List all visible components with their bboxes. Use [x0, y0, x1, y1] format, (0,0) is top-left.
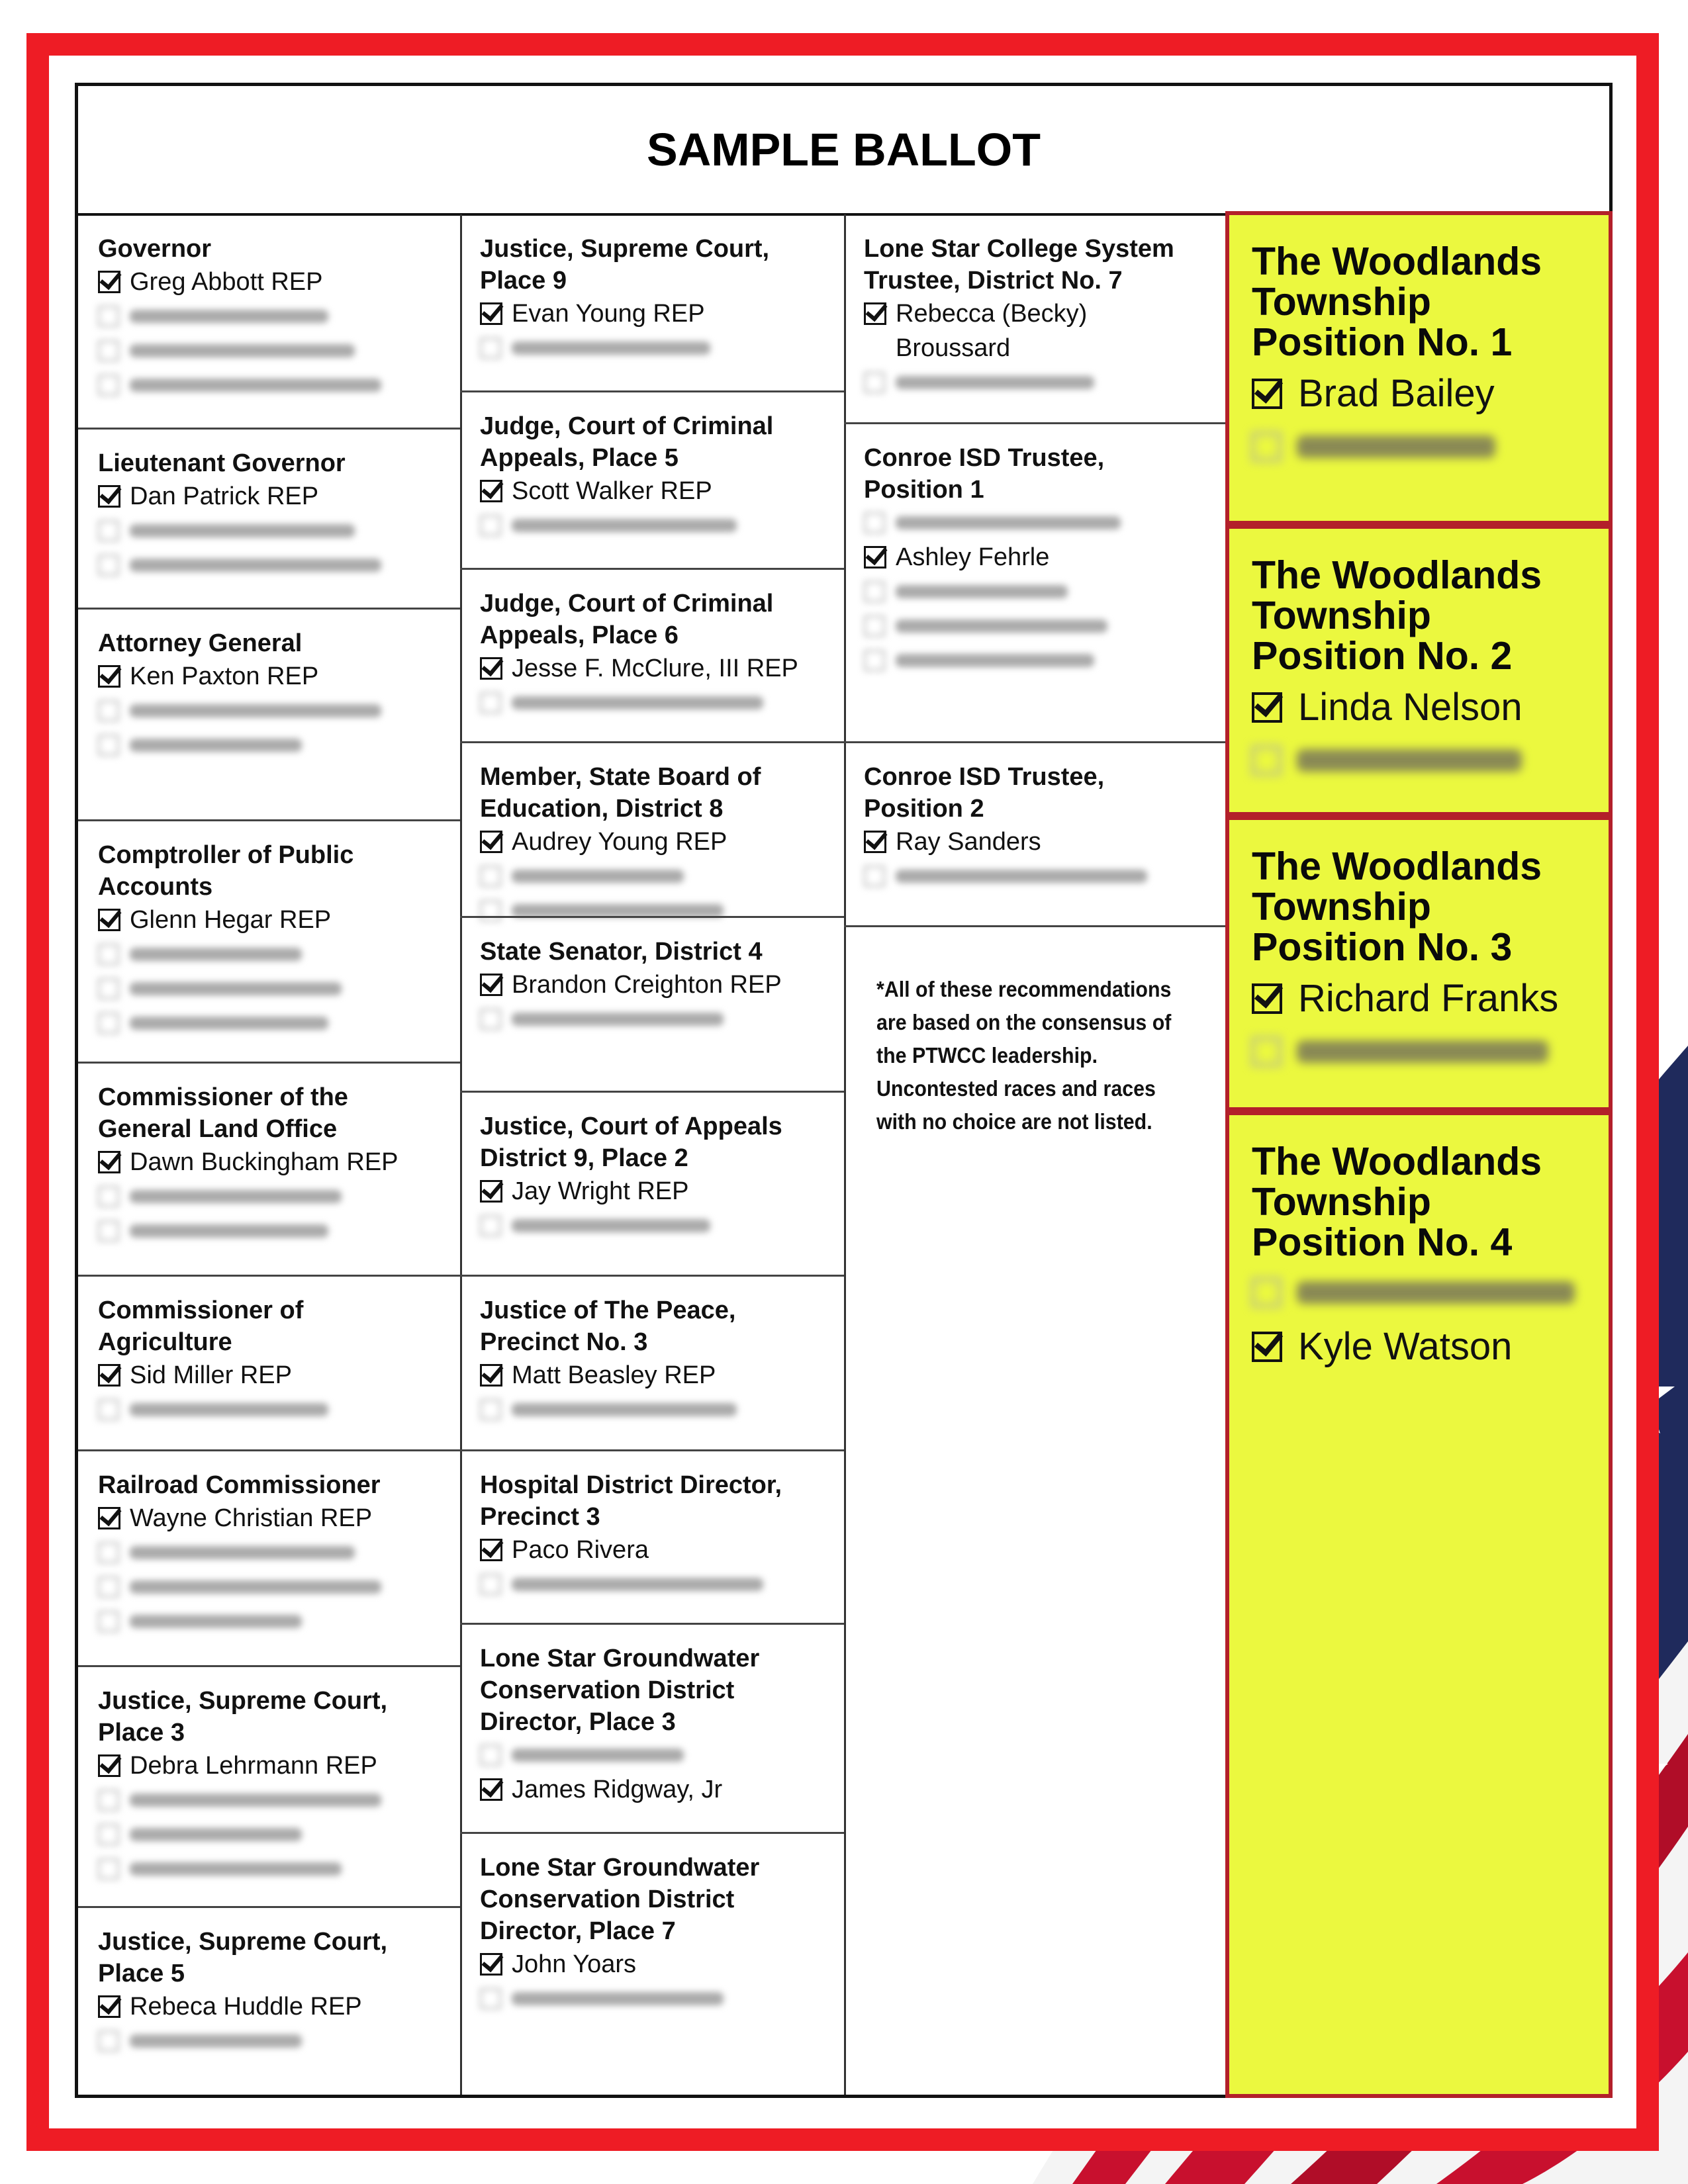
race-title: Attorney General — [98, 629, 303, 657]
race-box — [480, 588, 831, 720]
selected-candidate[interactable] — [864, 825, 1213, 859]
checkbox-checked-icon[interactable] — [864, 831, 886, 853]
redacted-candidate — [480, 1981, 831, 2016]
race-title: Lone Star Groundwater Conservation District Director, Place 7 — [480, 1854, 760, 1945]
redacted-candidate — [480, 331, 831, 365]
checkbox-checked-icon[interactable] — [864, 302, 886, 325]
race-title: Justice, Supreme Court, Place 9 — [480, 235, 770, 295]
candidate-name: James Ridgway, Jr — [512, 1776, 723, 1803]
redacted-candidate — [98, 1214, 447, 1248]
candidate-name: Kyle Watson — [1298, 1325, 1513, 1368]
candidate-name: John Yoars — [512, 1950, 637, 1978]
race-box — [864, 442, 1213, 678]
selected-candidate[interactable] — [864, 296, 1213, 365]
race-divider — [460, 916, 844, 918]
race-title: Governor — [98, 235, 212, 263]
checkbox-checked-icon[interactable] — [480, 302, 502, 325]
race-title: Member, State Board of Education, District 8 — [480, 763, 761, 823]
checkbox-checked-icon[interactable] — [98, 485, 120, 508]
race-divider — [460, 568, 844, 570]
candidate-name: Greg Abbott REP — [130, 268, 323, 296]
selected-candidate[interactable] — [1252, 976, 1589, 1022]
candidate-name: Jay Wright REP — [512, 1177, 689, 1205]
checkbox-checked-icon[interactable] — [480, 1778, 502, 1801]
checkbox-checked-icon[interactable] — [98, 1507, 120, 1529]
candidate-name: Richard Franks — [1298, 977, 1559, 1020]
redacted-candidate — [98, 514, 447, 548]
candidate-name: Matt Beasley REP — [512, 1361, 716, 1389]
race-box — [98, 1295, 447, 1427]
race-box — [480, 1469, 831, 1602]
race-divider — [844, 422, 1227, 424]
checkbox-checked-icon[interactable] — [864, 546, 886, 569]
redacted-candidate — [98, 1179, 447, 1214]
checkbox-checked-icon[interactable] — [98, 1364, 120, 1387]
candidate-name: Jesse F. McClure, III REP — [512, 655, 798, 682]
redacted-candidate — [1252, 1028, 1589, 1075]
redacted-candidate — [864, 574, 1213, 609]
redacted-candidate — [480, 1738, 831, 1772]
recommendation-note: *All of these recommendations are based on the consensus of the PTWCC leadership. Uncontested races and races with no choice are not listed. — [876, 977, 1172, 1134]
selected-candidate[interactable] — [98, 1145, 447, 1179]
race-divider — [460, 1091, 844, 1093]
checkbox-checked-icon[interactable] — [480, 1180, 502, 1203]
redacted-candidate — [98, 1535, 447, 1570]
checkbox-checked-icon[interactable] — [98, 1995, 120, 2018]
selected-candidate[interactable] — [98, 479, 447, 514]
race-box — [480, 761, 831, 928]
checkbox-checked-icon[interactable] — [480, 480, 502, 502]
candidate-name: Dan Patrick REP — [130, 482, 319, 510]
race-box — [480, 410, 831, 543]
candidate-name: Paco Rivera — [512, 1536, 649, 1564]
selected-candidate[interactable] — [864, 540, 1213, 574]
candidate-name: Brad Bailey — [1298, 372, 1495, 415]
checkbox-checked-icon[interactable] — [1252, 1332, 1282, 1362]
redacted-candidate — [1252, 424, 1589, 470]
race-box — [98, 233, 447, 402]
race-box — [98, 627, 447, 762]
redacted-candidate — [1252, 1269, 1589, 1316]
redacted-candidate — [480, 1208, 831, 1243]
race-divider — [78, 1906, 460, 1908]
selected-candidate[interactable] — [1252, 1324, 1589, 1370]
redacted-candidate — [480, 1002, 831, 1036]
race-divider — [78, 1275, 460, 1277]
candidate-name: Glenn Hegar REP — [130, 906, 332, 934]
selected-candidate[interactable] — [1252, 684, 1589, 731]
ballot-title: SAMPLE BALLOT — [647, 124, 1041, 175]
redacted-candidate — [480, 893, 831, 928]
race-divider — [460, 1449, 844, 1451]
race-title: Justice of The Peace, Precinct No. 3 — [480, 1297, 736, 1356]
race-title: Judge, Court of Criminal Appeals, Place 6 — [480, 590, 774, 649]
candidate-name: Evan Young REP — [512, 300, 705, 328]
checkbox-checked-icon[interactable] — [98, 665, 120, 688]
township-race-title: The Woodlands Township Position No. 2 — [1252, 553, 1542, 678]
redacted-candidate — [98, 694, 447, 728]
checkbox-checked-icon[interactable] — [480, 1953, 502, 1976]
race-divider — [78, 1062, 460, 1064]
township-race-box — [1225, 1111, 1613, 2098]
redacted-candidate — [864, 643, 1213, 678]
checkbox-checked-icon[interactable] — [480, 657, 502, 680]
candidate-name: Sid Miller REP — [130, 1361, 292, 1389]
checkbox-checked-icon[interactable] — [480, 1539, 502, 1561]
selected-candidate[interactable] — [480, 1174, 831, 1208]
candidate-name: Ken Paxton REP — [130, 662, 319, 690]
selected-candidate[interactable] — [98, 265, 447, 299]
redacted-candidate — [98, 972, 447, 1006]
township-column — [1225, 211, 1613, 2098]
selected-candidate[interactable] — [480, 825, 831, 859]
selected-candidate[interactable] — [98, 1501, 447, 1535]
race-box — [98, 1926, 447, 2058]
race-title: Railroad Commissioner — [98, 1471, 381, 1499]
redacted-candidate — [480, 686, 831, 720]
race-divider — [844, 925, 1227, 927]
redacted-candidate — [98, 1392, 447, 1427]
candidate-name: Linda Nelson — [1298, 686, 1523, 729]
race-box — [480, 1111, 831, 1243]
redacted-candidate — [864, 859, 1213, 893]
candidate-name: Brandon Creighton REP — [512, 971, 782, 999]
redacted-candidate — [98, 1852, 447, 1886]
race-divider — [460, 741, 844, 743]
race-title: Lieutenant Governor — [98, 449, 346, 477]
race-box — [480, 1643, 831, 1807]
checkbox-checked-icon[interactable] — [98, 271, 120, 293]
race-box — [864, 233, 1213, 400]
race-divider — [460, 390, 844, 392]
race-title: Conroe ISD Trustee, Position 2 — [864, 763, 1105, 823]
race-divider — [78, 428, 460, 430]
race-divider — [78, 1665, 460, 1667]
redacted-candidate — [864, 506, 1213, 540]
redacted-candidate — [480, 508, 831, 543]
race-title: Commissioner of the General Land Office — [98, 1083, 348, 1143]
redacted-candidate — [864, 365, 1213, 400]
selected-candidate[interactable] — [480, 1533, 831, 1567]
redacted-candidate — [480, 1567, 831, 1602]
race-divider — [460, 1275, 844, 1277]
redacted-candidate — [98, 1783, 447, 1817]
redacted-candidate — [98, 368, 447, 402]
selected-candidate[interactable] — [98, 1989, 447, 2024]
candidate-name: Ray Sanders — [896, 828, 1041, 856]
race-title: Judge, Court of Criminal Appeals, Place 5 — [480, 412, 774, 472]
selected-candidate[interactable] — [480, 968, 831, 1002]
candidate-name: Rebeca Huddle REP — [130, 1993, 362, 2021]
candidate-name: Audrey Young REP — [512, 828, 727, 856]
checkbox-checked-icon[interactable] — [480, 831, 502, 853]
township-race-box — [1225, 525, 1613, 816]
checkbox-checked-icon[interactable] — [1252, 379, 1282, 409]
race-title: State Senator, District 4 — [480, 938, 763, 966]
redacted-candidate — [98, 1604, 447, 1639]
selected-candidate[interactable] — [480, 651, 831, 686]
race-box — [480, 1295, 831, 1427]
checkbox-checked-icon[interactable] — [98, 1754, 120, 1777]
race-divider — [460, 1623, 844, 1625]
race-title: Justice, Supreme Court, Place 5 — [98, 1928, 388, 1987]
candidate-name: Rebecca (Becky) Broussard — [896, 300, 1088, 362]
race-box — [864, 761, 1213, 893]
column-divider — [460, 214, 462, 2095]
race-box — [98, 1081, 447, 1248]
redacted-candidate — [98, 1570, 447, 1604]
township-race-title: The Woodlands Township Position No. 3 — [1252, 844, 1542, 969]
township-race-title: The Woodlands Township Position No. 1 — [1252, 240, 1542, 364]
redacted-candidate — [98, 548, 447, 582]
candidate-name: Scott Walker REP — [512, 477, 712, 505]
redacted-candidate — [864, 609, 1213, 643]
checkbox-checked-icon[interactable] — [480, 1364, 502, 1387]
selected-candidate[interactable] — [480, 1358, 831, 1392]
candidate-name: Debra Lehrmann REP — [130, 1752, 377, 1780]
checkbox-checked-icon[interactable] — [98, 1151, 120, 1173]
redacted-candidate — [98, 1006, 447, 1040]
checkbox-checked-icon[interactable] — [98, 909, 120, 931]
redacted-candidate — [98, 728, 447, 762]
checkbox-checked-icon[interactable] — [1252, 692, 1282, 723]
redacted-candidate — [480, 859, 831, 893]
race-box — [480, 936, 831, 1036]
redacted-candidate — [98, 2024, 447, 2058]
candidate-name: Dawn Buckingham REP — [130, 1148, 399, 1176]
race-box — [480, 1852, 831, 2016]
redacted-candidate — [98, 937, 447, 972]
redacted-candidate — [98, 1817, 447, 1852]
selected-candidate[interactable] — [480, 1772, 831, 1807]
race-divider — [78, 608, 460, 610]
race-title: Conroe ISD Trustee, Position 1 — [864, 444, 1105, 504]
race-title: Justice, Supreme Court, Place 3 — [98, 1687, 388, 1747]
selected-candidate[interactable] — [98, 903, 447, 937]
race-box — [98, 1685, 447, 1886]
race-divider — [78, 1449, 460, 1451]
race-divider — [844, 741, 1227, 743]
race-box — [480, 233, 831, 365]
selected-candidate[interactable] — [98, 659, 447, 694]
selected-candidate[interactable] — [480, 474, 831, 508]
township-race-title: The Woodlands Township Position No. 4 — [1252, 1140, 1542, 1264]
race-divider — [460, 1832, 844, 1834]
selected-candidate[interactable] — [98, 1749, 447, 1783]
township-race-box — [1225, 211, 1613, 525]
race-divider — [78, 819, 460, 821]
candidate-name: Wayne Christian REP — [130, 1504, 373, 1532]
race-title: Lone Star College System Trustee, District No. 7 — [864, 235, 1174, 295]
checkbox-checked-icon[interactable] — [1252, 983, 1282, 1014]
selected-candidate[interactable] — [1252, 371, 1589, 417]
race-title: Justice, Court of Appeals District 9, Place 2 — [480, 1113, 782, 1172]
selected-candidate[interactable] — [480, 296, 831, 331]
redacted-candidate — [98, 334, 447, 368]
redacted-candidate — [480, 1392, 831, 1427]
selected-candidate[interactable] — [480, 1947, 831, 1981]
column-divider — [844, 214, 846, 2095]
race-box — [98, 839, 447, 1040]
race-title: Lone Star Groundwater Conservation District Director, Place 3 — [480, 1645, 760, 1736]
race-title: Hospital District Director, Precinct 3 — [480, 1471, 782, 1531]
race-title: Comptroller of Public Accounts — [98, 841, 354, 901]
candidate-name: Ashley Fehrle — [896, 543, 1050, 571]
race-box — [98, 1469, 447, 1639]
redacted-candidate — [98, 299, 447, 334]
township-race-box — [1225, 816, 1613, 1111]
selected-candidate[interactable] — [98, 1358, 447, 1392]
race-box — [98, 447, 447, 582]
race-title: Commissioner of Agriculture — [98, 1297, 304, 1356]
redacted-candidate — [1252, 737, 1589, 784]
checkbox-checked-icon[interactable] — [480, 974, 502, 996]
